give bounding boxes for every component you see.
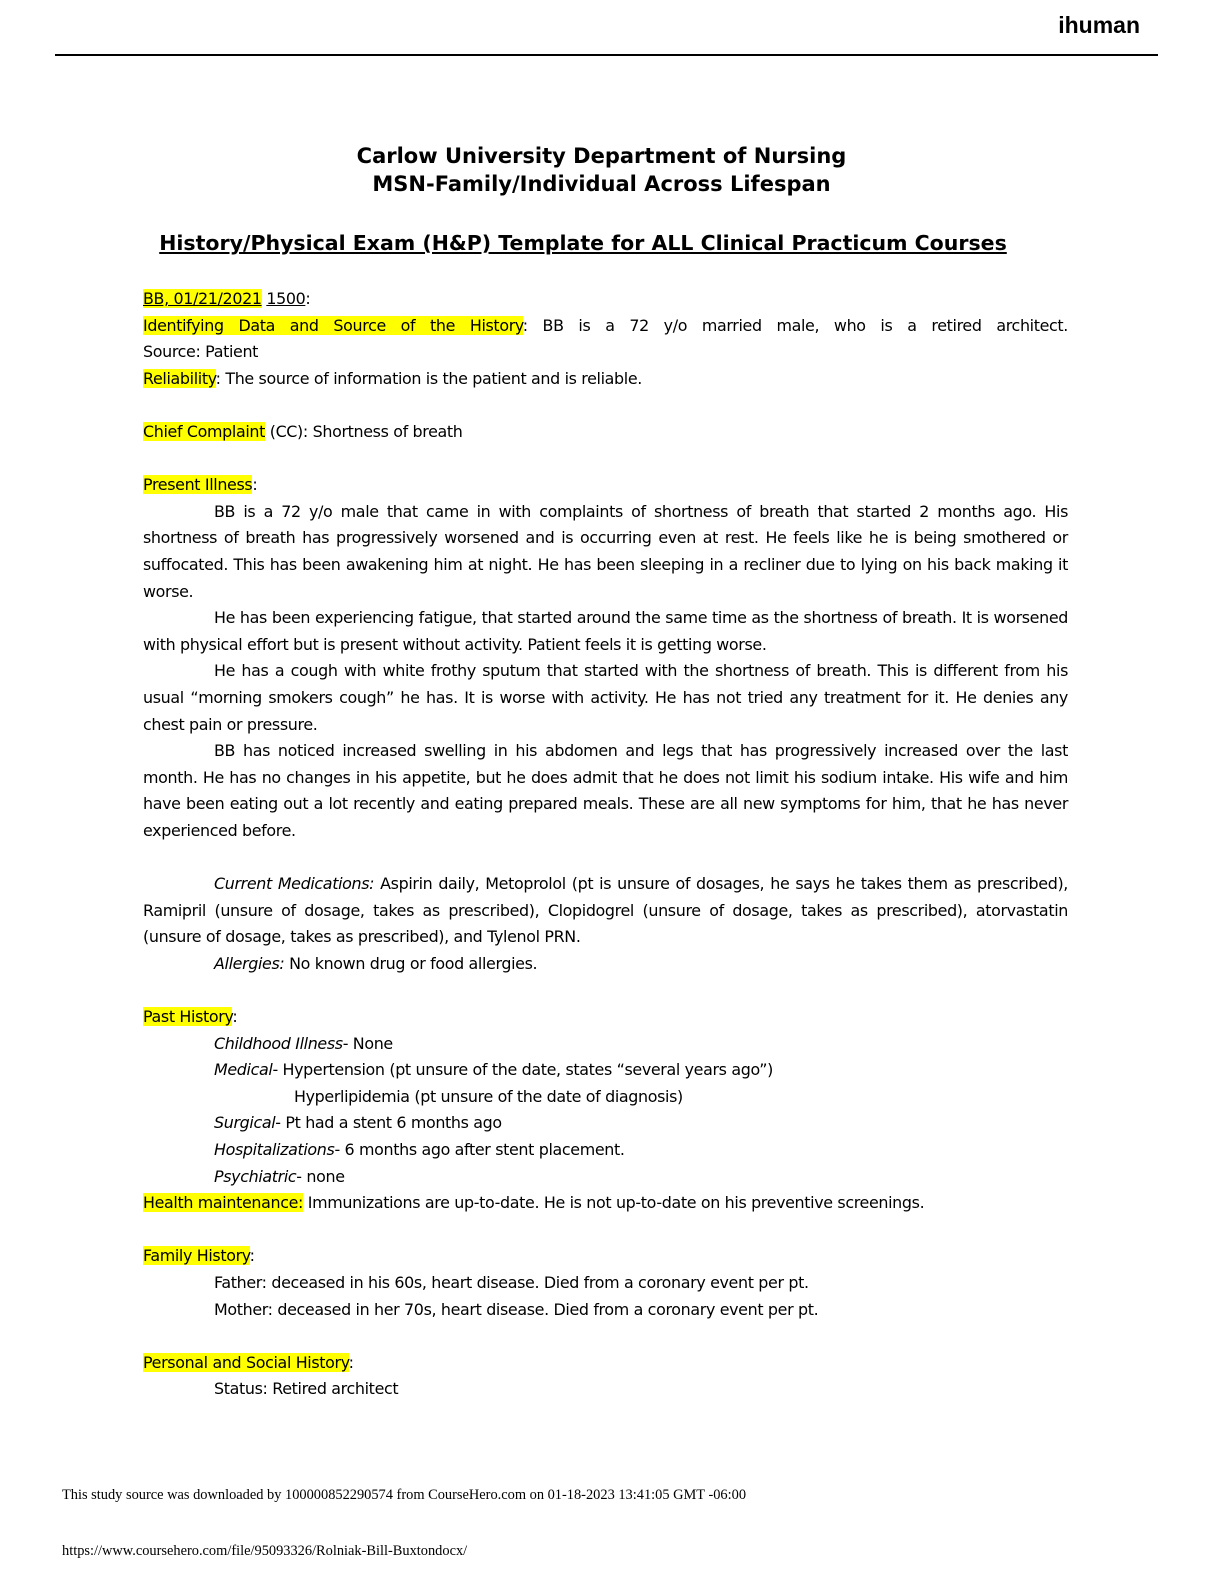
social-status: Status: Retired architect — [214, 1379, 399, 1399]
father-history: Father: deceased in his 60s, heart disease. Died from a coronary event per pt. — [214, 1272, 809, 1292]
health-maintenance-label: Health maintenance: — [143, 1193, 304, 1213]
title-line-1: Carlow University Department of Nursing — [356, 144, 847, 168]
personal-social-colon: : — [348, 1352, 354, 1372]
past-history-colon: : — [232, 1007, 238, 1027]
reliability — [143, 366, 1068, 393]
reliability-text: : The source of information is the patient and is reliable. — [215, 368, 642, 388]
hospitalizations-text: - 6 months ago after stent placement. — [334, 1140, 625, 1159]
family-history-label: Family History — [143, 1246, 250, 1266]
present-illness-paragraph: He has a cough with white frothy sputum that started with the shortness of breath. This is different from his usual “morning smokers cough” he has. It is worse with activity. He has not tried any treatment for it. He denies any chest pain or pressure. — [143, 661, 1068, 734]
identifying-data — [143, 313, 1068, 340]
childhood-illness — [143, 1031, 1068, 1058]
present-illness-colon: : — [252, 475, 258, 495]
hospitalizations-label: Hospitalizations — [214, 1140, 335, 1159]
document-title — [0, 142, 1203, 198]
identifying-text: : BB is a 72 y/o married male, who is a retired architect. — [522, 315, 1069, 335]
medical-text: - Hypertension (pt unsure of the date, states “several years ago”) — [272, 1060, 773, 1080]
chief-complaint — [143, 419, 1068, 446]
present-illness-paragraph: BB is a 72 y/o male that came in with complaints of shortness of breath that started 2 months ago. His shortness of breath has progressively worsened and is occurring even at rest. He feels like he is being smothered or suffocated. This has been awakening him at night. He has been sleeping in a recliner due to lying on his back making it worse. — [143, 501, 1068, 601]
medical-history-continued: Hyperlipidemia (pt unsure of the date of diagnosis) — [294, 1086, 683, 1106]
medical-history — [143, 1057, 1068, 1084]
header-divider — [55, 54, 1158, 56]
medications-text: Aspirin daily, Metoprolol (pt is unsure of dosages, he says he takes them as prescribed), Ramipril (unsure of dosage, takes as prescribed), Clopidogrel (unsure of dosage, takes as prescribed), atorvastatin (unsure of dosage, takes as prescribed), and Tylenol PRN. — [143, 874, 1068, 947]
chief-complaint-text: (CC): Shortness of breath — [265, 421, 463, 441]
visit-time: 1500 — [266, 289, 306, 308]
date-line — [143, 286, 1068, 313]
allergies-text: No known drug or food allergies. — [284, 953, 538, 973]
family-history-colon: : — [249, 1246, 255, 1266]
allergies — [143, 951, 1068, 978]
personal-social-heading — [143, 1350, 1068, 1377]
surgical-label: Surgical — [214, 1113, 276, 1133]
hospitalizations — [143, 1137, 1068, 1164]
template-title: History/Physical Exam (H&P) Template for ALL Clinical Practicum Courses — [159, 231, 1007, 255]
mother-history: Mother: deceased in her 70s, heart disease. Died from a coronary event per pt. — [214, 1299, 819, 1319]
source-line: Source: Patient — [143, 342, 259, 362]
surgical-text: - Pt had a stent 6 months ago — [275, 1113, 502, 1133]
date-colon: : — [305, 289, 311, 308]
header-brand: ihuman — [1058, 12, 1140, 38]
psychiatric-label: Psychiatric — [214, 1166, 297, 1186]
childhood-label: Childhood Illness — [214, 1033, 343, 1053]
source-url[interactable]: https://www.coursehero.com/file/95093326/Rolniak-Bill-Buxtondocx/ — [62, 1543, 468, 1559]
health-maintenance — [143, 1190, 1068, 1217]
document-body — [143, 286, 1068, 1403]
surgical-history — [143, 1110, 1068, 1137]
health-maintenance-text: Immunizations are up-to-date. He is not up-to-date on his preventive screenings. — [303, 1193, 925, 1213]
present-illness-label: Present Illness — [143, 475, 253, 495]
family-history-heading — [143, 1243, 1068, 1270]
present-illness-paragraph: He has been experiencing fatigue, that started around the same time as the shortness of breath. It is worsened with physical effort but is present without activity. Patient feels it is getting worse. — [143, 608, 1068, 654]
past-history-label: Past History — [143, 1007, 233, 1027]
allergies-label: Allergies: — [214, 953, 285, 973]
present-illness-paragraph: BB has noticed increased swelling in his abdomen and legs that has progressively increased over the last month. He has no changes in his appetite, but he does admit that he does not limit his sodium intake. His wife and him have been eating out a lot recently and eating prepared meals. These are all new symptoms for him, that he has never experienced before. — [143, 741, 1068, 840]
chief-complaint-label: Chief Complaint — [143, 421, 266, 441]
title-line-2: MSN-Family/Individual Across Lifespan — [372, 172, 831, 196]
psychiatric-history — [143, 1164, 1068, 1191]
personal-social-label: Personal and Social History — [143, 1352, 349, 1372]
reliability-label: Reliability — [143, 368, 216, 388]
current-medications — [143, 871, 1068, 951]
psychiatric-text: - none — [296, 1166, 345, 1186]
past-history-heading — [143, 1004, 1068, 1031]
download-notice: This study source was downloaded by 100000852290574 from CourseHero.com on 01-18-2023 13:41:05 GMT -06:00 — [62, 1487, 747, 1503]
medical-label: Medical — [214, 1060, 273, 1080]
patient-date: BB, 01/21/2021 — [143, 289, 262, 308]
identifying-label: Identifying Data and Source of the History — [143, 315, 523, 335]
medications-label: Current Medications: — [214, 874, 375, 894]
childhood-text: - None — [342, 1033, 393, 1053]
present-illness-heading — [143, 472, 1068, 499]
